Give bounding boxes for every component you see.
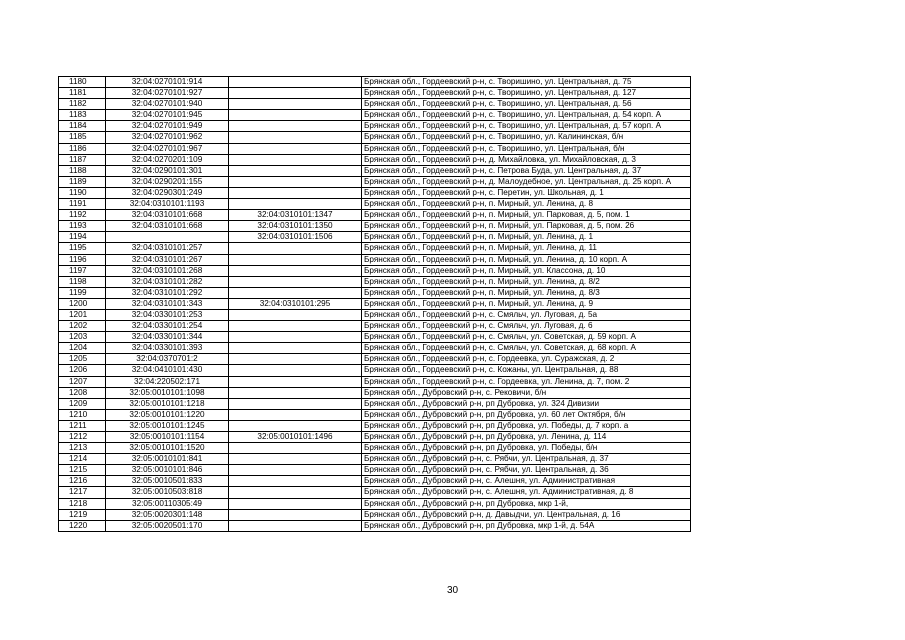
address-cell: Брянская обл., Дубровский р-н, с. Рековичи, б/н <box>362 387 691 398</box>
table-row <box>59 343 691 354</box>
related-cadastral-number-cell <box>229 276 362 287</box>
cadastral-number-cell: 32:05:0020501:170 <box>106 520 229 531</box>
table-row <box>59 132 691 143</box>
row-number-cell: 1209 <box>59 398 106 409</box>
cadastral-number-cell: 32:04:0410101:430 <box>106 365 229 376</box>
table-row <box>59 376 691 387</box>
related-cadastral-number-cell <box>229 376 362 387</box>
table-row <box>59 99 691 110</box>
row-number-cell: 1193 <box>59 221 106 232</box>
related-cadastral-number-cell <box>229 498 362 509</box>
table-row <box>59 432 691 443</box>
related-cadastral-number-cell <box>229 332 362 343</box>
related-cadastral-number-cell <box>229 420 362 431</box>
table-row <box>59 210 691 221</box>
table-row <box>59 243 691 254</box>
related-cadastral-number-cell <box>229 254 362 265</box>
cadastral-number-cell: 32:04:0330101:254 <box>106 321 229 332</box>
cadastral-number-cell: 32:04:0310101:668 <box>106 210 229 221</box>
address-cell: Брянская обл., Гордеевский р-н, п. Мирный, ул. Парковая, д. 5, пом. 26 <box>362 221 691 232</box>
row-number-cell: 1216 <box>59 476 106 487</box>
related-cadastral-number-cell: 32:04:0310101:1347 <box>229 210 362 221</box>
table-row <box>59 465 691 476</box>
table-row <box>59 232 691 243</box>
table-row <box>59 454 691 465</box>
cadastral-number-cell: 32:04:0270101:945 <box>106 110 229 121</box>
related-cadastral-number-cell <box>229 443 362 454</box>
related-cadastral-number-cell: 32:04:0310101:1350 <box>229 221 362 232</box>
address-cell: Брянская обл., Гордеевский р-н, с. Творишино, ул. Центральная, д. 75 <box>362 77 691 88</box>
row-number-cell: 1183 <box>59 110 106 121</box>
address-cell: Брянская обл., Дубровский р-н, д. Давыдчи, ул. Центральная, д. 16 <box>362 509 691 520</box>
row-number-cell: 1202 <box>59 321 106 332</box>
row-number-cell: 1218 <box>59 498 106 509</box>
table-row <box>59 187 691 198</box>
address-cell: Брянская обл., Гордеевский р-н, с. Творишино, ул. Центральная, б/н <box>362 143 691 154</box>
address-cell: Брянская обл., Гордеевский р-н, с. Творишино, ул. Центральная, д. 57 корп. А <box>362 121 691 132</box>
related-cadastral-number-cell <box>229 509 362 520</box>
cadastral-number-cell: 32:04:0310101:267 <box>106 254 229 265</box>
related-cadastral-number-cell <box>229 309 362 320</box>
address-cell: Брянская обл., Гордеевский р-н, п. Мирный, ул. Ленина, д. 11 <box>362 243 691 254</box>
table-row <box>59 520 691 531</box>
row-number-cell: 1220 <box>59 520 106 531</box>
table-row <box>59 487 691 498</box>
address-cell: Брянская обл., Гордеевский р-н, с. Творишино, ул. Центральная, д. 54 корп. А <box>362 110 691 121</box>
cadastral-number-cell: 32:05:0010101:1220 <box>106 409 229 420</box>
row-number-cell: 1207 <box>59 376 106 387</box>
related-cadastral-number-cell <box>229 199 362 210</box>
row-number-cell: 1196 <box>59 254 106 265</box>
related-cadastral-number-cell <box>229 77 362 88</box>
address-cell: Брянская обл., Гордеевский р-н, с. Перетин, ул. Школьная, д. 1 <box>362 187 691 198</box>
related-cadastral-number-cell <box>229 354 362 365</box>
row-number-cell: 1211 <box>59 420 106 431</box>
cadastral-number-cell: 32:04:0310101:292 <box>106 287 229 298</box>
row-number-cell: 1219 <box>59 509 106 520</box>
table-row <box>59 254 691 265</box>
page-number: 30 <box>446 585 459 596</box>
cadastral-number-cell: 32:04:0270101:914 <box>106 77 229 88</box>
table-row <box>59 398 691 409</box>
cadastral-number-cell: 32:04:0290201:155 <box>106 176 229 187</box>
address-cell: Брянская обл., Гордеевский р-н, с. Петрова Буда, ул. Центральная, д. 37 <box>362 165 691 176</box>
row-number-cell: 1192 <box>59 210 106 221</box>
address-cell: Брянская обл., Гордеевский р-н, п. Мирный, ул. Ленина, д. 8 <box>362 199 691 210</box>
related-cadastral-number-cell <box>229 154 362 165</box>
cadastral-number-cell: 32:05:0010101:841 <box>106 454 229 465</box>
table-row <box>59 143 691 154</box>
address-cell: Брянская обл., Дубровский р-н, рп Дубровка, мкр 1-й, <box>362 498 691 509</box>
row-number-cell: 1190 <box>59 187 106 198</box>
related-cadastral-number-cell <box>229 365 362 376</box>
related-cadastral-number-cell <box>229 321 362 332</box>
table-row <box>59 332 691 343</box>
address-cell: Брянская обл., Гордеевский р-н, с. Гордеевка, ул. Ленина, д. 7, пом. 2 <box>362 376 691 387</box>
table-row <box>59 387 691 398</box>
row-number-cell: 1194 <box>59 232 106 243</box>
cadastral-number-cell: 32:04:0370701:2 <box>106 354 229 365</box>
related-cadastral-number-cell <box>229 110 362 121</box>
address-cell: Брянская обл., Гордеевский р-н, с. Творишино, ул. Калининская, б/н <box>362 132 691 143</box>
table-row <box>59 265 691 276</box>
related-cadastral-number-cell <box>229 476 362 487</box>
row-number-cell: 1204 <box>59 343 106 354</box>
related-cadastral-number-cell <box>229 88 362 99</box>
row-number-cell: 1184 <box>59 121 106 132</box>
row-number-cell: 1198 <box>59 276 106 287</box>
row-number-cell: 1206 <box>59 365 106 376</box>
cadastral-number-cell <box>106 232 229 243</box>
address-cell: Брянская обл., Гордеевский р-н, с. Гордеевка, ул. Суражская, д. 2 <box>362 354 691 365</box>
related-cadastral-number-cell <box>229 409 362 420</box>
address-cell: Брянская обл., Гордеевский р-н, д. Малоудебное, ул. Центральная, д. 25 корп. А <box>362 176 691 187</box>
table-row <box>59 309 691 320</box>
cadastral-number-cell: 32:04:0310101:343 <box>106 298 229 309</box>
row-number-cell: 1199 <box>59 287 106 298</box>
table-row <box>59 365 691 376</box>
row-number-cell: 1212 <box>59 432 106 443</box>
related-cadastral-number-cell <box>229 265 362 276</box>
row-number-cell: 1217 <box>59 487 106 498</box>
cadastral-number-cell: 32:04:0310101:1193 <box>106 199 229 210</box>
row-number-cell: 1180 <box>59 77 106 88</box>
address-cell: Брянская обл., Гордеевский р-н, п. Мирный, ул. Ленина, д. 9 <box>362 298 691 309</box>
cadastral-number-cell: 32:05:0010101:1098 <box>106 387 229 398</box>
cadastral-number-cell: 32:05:0010503:818 <box>106 487 229 498</box>
related-cadastral-number-cell: 32:05:0010101:1496 <box>229 432 362 443</box>
row-number-cell: 1186 <box>59 143 106 154</box>
row-number-cell: 1187 <box>59 154 106 165</box>
table-row <box>59 287 691 298</box>
address-cell: Брянская обл., Гордеевский р-н, п. Мирный, ул. Ленина, д. 8/3 <box>362 287 691 298</box>
row-number-cell: 1195 <box>59 243 106 254</box>
related-cadastral-number-cell <box>229 520 362 531</box>
address-cell: Брянская обл., Гордеевский р-н, с. Кожаны, ул. Центральная, д. 88 <box>362 365 691 376</box>
registry-table <box>58 76 691 532</box>
table-row <box>59 498 691 509</box>
address-cell: Брянская обл., Гордеевский р-н, с. Творишино, ул. Центральная, д. 56 <box>362 99 691 110</box>
address-cell: Брянская обл., Гордеевский р-н, д. Михайловка, ул. Михайловская, д. 3 <box>362 154 691 165</box>
table-row <box>59 77 691 88</box>
related-cadastral-number-cell <box>229 287 362 298</box>
cadastral-number-cell: 32:04:0290301:249 <box>106 187 229 198</box>
related-cadastral-number-cell <box>229 398 362 409</box>
cadastral-number-cell: 32:05:0010101:1520 <box>106 443 229 454</box>
address-cell: Брянская обл., Дубровский р-н, рп Дубровка, ул. 324 Дивизии <box>362 398 691 409</box>
address-cell: Брянская обл., Гордеевский р-н, п. Мирный, ул. Ленина, д. 8/2 <box>362 276 691 287</box>
cadastral-number-cell: 32:04:0270101:927 <box>106 88 229 99</box>
related-cadastral-number-cell: 32:04:0310101:1506 <box>229 232 362 243</box>
address-cell: Брянская обл., Гордеевский р-н, п. Мирный, ул. Парковая, д. 5, пом. 1 <box>362 210 691 221</box>
row-number-cell: 1208 <box>59 387 106 398</box>
related-cadastral-number-cell <box>229 99 362 110</box>
table-row <box>59 409 691 420</box>
cadastral-number-cell: 32:05:00110305:49 <box>106 498 229 509</box>
cadastral-number-cell: 32:04:0270101:940 <box>106 99 229 110</box>
table-row <box>59 176 691 187</box>
cadastral-number-cell: 32:04:0310101:257 <box>106 243 229 254</box>
table-row <box>59 443 691 454</box>
related-cadastral-number-cell <box>229 165 362 176</box>
address-cell: Брянская обл., Гордеевский р-н, с. Смяльч, ул. Советская, д. 68 корп. А <box>362 343 691 354</box>
table-row <box>59 165 691 176</box>
table-row <box>59 221 691 232</box>
address-cell: Брянская обл., Дубровский р-н, с. Рябчи, ул. Центральная, д. 37 <box>362 454 691 465</box>
row-number-cell: 1200 <box>59 298 106 309</box>
cadastral-number-cell: 32:04:0330101:344 <box>106 332 229 343</box>
table-row <box>59 110 691 121</box>
table-row <box>59 354 691 365</box>
cadastral-number-cell: 32:05:0010101:846 <box>106 465 229 476</box>
registry-table-body <box>59 77 691 532</box>
table-row <box>59 321 691 332</box>
cadastral-number-cell: 32:05:0010101:1154 <box>106 432 229 443</box>
cadastral-number-cell: 32:05:0010501:833 <box>106 476 229 487</box>
row-number-cell: 1197 <box>59 265 106 276</box>
row-number-cell: 1188 <box>59 165 106 176</box>
table-row <box>59 476 691 487</box>
related-cadastral-number-cell <box>229 454 362 465</box>
row-number-cell: 1210 <box>59 409 106 420</box>
cadastral-number-cell: 32:04:0270101:967 <box>106 143 229 154</box>
related-cadastral-number-cell <box>229 176 362 187</box>
address-cell: Брянская обл., Дубровский р-н, рп Дубровка, ул. 60 лет Октября, б/н <box>362 409 691 420</box>
table-row <box>59 276 691 287</box>
address-cell: Брянская обл., Гордеевский р-н, п. Мирный, ул. Ленина, д. 10 корп. А <box>362 254 691 265</box>
address-cell: Брянская обл., Дубровский р-н, с. Алешня, ул. Административная <box>362 476 691 487</box>
related-cadastral-number-cell <box>229 243 362 254</box>
registry-table-container <box>58 76 691 532</box>
address-cell: Брянская обл., Дубровский р-н, рп Дубровка, ул. Ленина, д. 114 <box>362 432 691 443</box>
row-number-cell: 1205 <box>59 354 106 365</box>
row-number-cell: 1185 <box>59 132 106 143</box>
address-cell: Брянская обл., Дубровский р-н, с. Алешня, ул. Административная, д. 8 <box>362 487 691 498</box>
related-cadastral-number-cell <box>229 121 362 132</box>
table-row <box>59 154 691 165</box>
row-number-cell: 1191 <box>59 199 106 210</box>
row-number-cell: 1213 <box>59 443 106 454</box>
cadastral-number-cell: 32:04:0270101:962 <box>106 132 229 143</box>
address-cell: Брянская обл., Гордеевский р-н, п. Мирный, ул. Ленина, д. 1 <box>362 232 691 243</box>
row-number-cell: 1182 <box>59 99 106 110</box>
cadastral-number-cell: 32:04:0330101:393 <box>106 343 229 354</box>
table-row <box>59 420 691 431</box>
cadastral-number-cell: 32:05:0010101:1218 <box>106 398 229 409</box>
address-cell: Брянская обл., Гордеевский р-н, с. Смяльч, ул. Луговая, д. 6 <box>362 321 691 332</box>
related-cadastral-number-cell <box>229 387 362 398</box>
row-number-cell: 1181 <box>59 88 106 99</box>
cadastral-number-cell: 32:05:0020301:148 <box>106 509 229 520</box>
cadastral-number-cell: 32:04:0270201:109 <box>106 154 229 165</box>
address-cell: Брянская обл., Гордеевский р-н, с. Творишино, ул. Центральная, д. 127 <box>362 88 691 99</box>
table-row <box>59 199 691 210</box>
row-number-cell: 1215 <box>59 465 106 476</box>
cadastral-number-cell: 32:04:0290101:301 <box>106 165 229 176</box>
address-cell: Брянская обл., Дубровский р-н, рп Дубровка, мкр 1-й, д. 54А <box>362 520 691 531</box>
table-row <box>59 509 691 520</box>
cadastral-number-cell: 32:04:0310101:668 <box>106 221 229 232</box>
address-cell: Брянская обл., Гордеевский р-н, с. Смяльч, ул. Луговая, д. 5а <box>362 309 691 320</box>
address-cell: Брянская обл., Гордеевский р-н, с. Смяльч, ул. Советская, д. 59 корп. А <box>362 332 691 343</box>
related-cadastral-number-cell <box>229 187 362 198</box>
row-number-cell: 1201 <box>59 309 106 320</box>
address-cell: Брянская обл., Дубровский р-н, с. Рябчи, ул. Центральная, д. 36 <box>362 465 691 476</box>
table-row <box>59 298 691 309</box>
table-row <box>59 121 691 132</box>
cadastral-number-cell: 32:04:0310101:268 <box>106 265 229 276</box>
related-cadastral-number-cell <box>229 465 362 476</box>
cadastral-number-cell: 32:04:220502:171 <box>106 376 229 387</box>
related-cadastral-number-cell <box>229 487 362 498</box>
address-cell: Брянская обл., Гордеевский р-н, п. Мирный, ул. Классона, д. 10 <box>362 265 691 276</box>
related-cadastral-number-cell <box>229 132 362 143</box>
row-number-cell: 1203 <box>59 332 106 343</box>
related-cadastral-number-cell <box>229 343 362 354</box>
related-cadastral-number-cell <box>229 143 362 154</box>
related-cadastral-number-cell: 32:04:0310101:295 <box>229 298 362 309</box>
cadastral-number-cell: 32:05:0010101:1245 <box>106 420 229 431</box>
cadastral-number-cell: 32:04:0330101:253 <box>106 309 229 320</box>
address-cell: Брянская обл., Дубровский р-н, рп Дубровка, ул. Победы, д. 7 корп. а <box>362 420 691 431</box>
table-row <box>59 88 691 99</box>
cadastral-number-cell: 32:04:0310101:282 <box>106 276 229 287</box>
cadastral-number-cell: 32:04:0270101:949 <box>106 121 229 132</box>
row-number-cell: 1189 <box>59 176 106 187</box>
row-number-cell: 1214 <box>59 454 106 465</box>
address-cell: Брянская обл., Дубровский р-н, рп Дубровка, ул. Победы, б/н <box>362 443 691 454</box>
